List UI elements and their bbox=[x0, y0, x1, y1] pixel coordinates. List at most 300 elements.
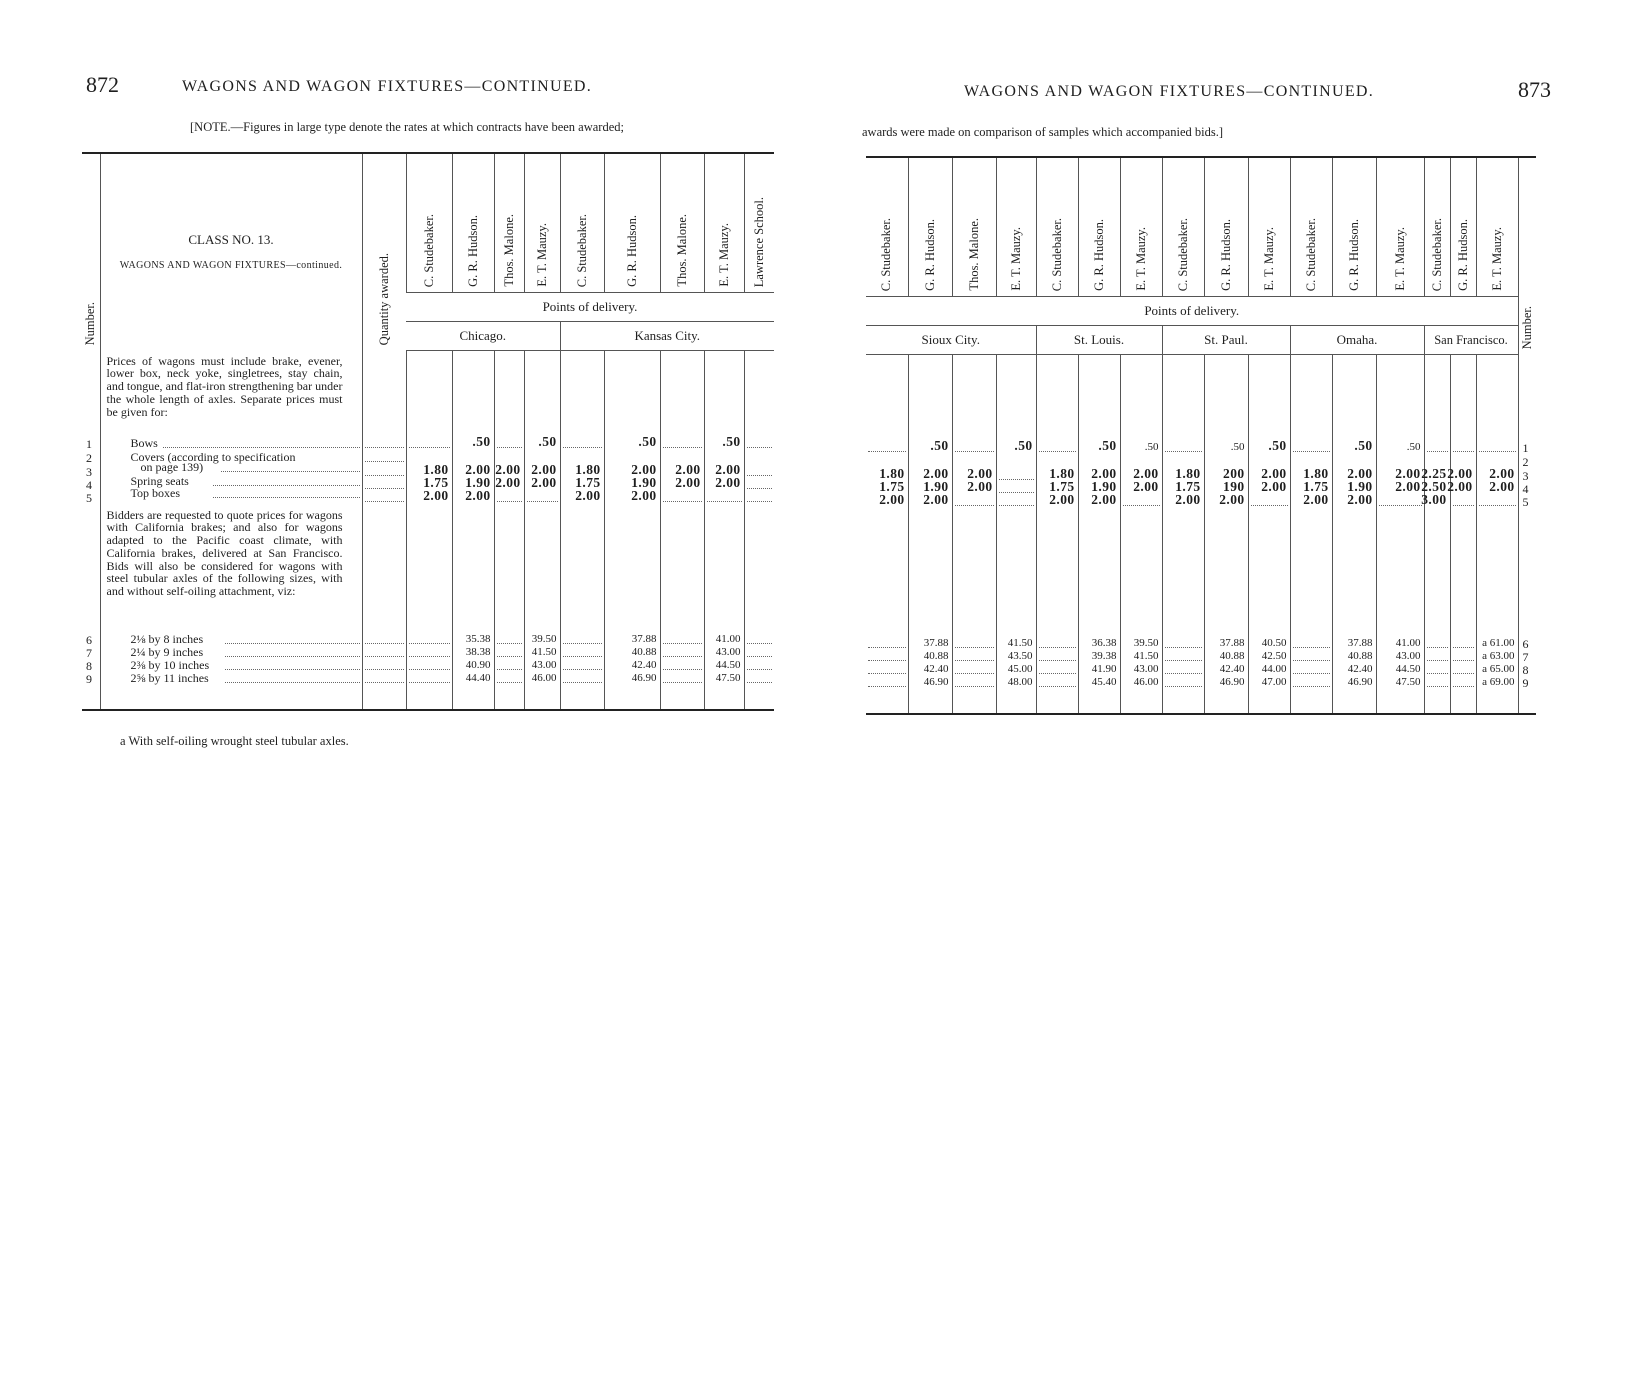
cell-value: 47.50 bbox=[1395, 676, 1421, 688]
cell-value: 36.38 bbox=[1091, 637, 1117, 649]
bidder-header: G. R. Hudson. bbox=[604, 153, 660, 293]
cell-value: 2.00 bbox=[495, 475, 521, 490]
cell-value: 190 bbox=[1223, 479, 1245, 494]
footnote: a With self-oiling wrought steel tubular axles. bbox=[120, 734, 349, 748]
bidder-header: G. R. Hudson. bbox=[1332, 157, 1376, 297]
dot-leader bbox=[868, 673, 906, 674]
bidder-header: G. R. Hudson. bbox=[1204, 157, 1248, 297]
cell-value: 3.00 bbox=[1421, 492, 1447, 507]
cell-value: 41.90 bbox=[1091, 663, 1117, 675]
cell-value: 1.75 bbox=[1049, 479, 1075, 494]
cell-value: 41.50 bbox=[1007, 637, 1033, 649]
cell-value: 46.90 bbox=[631, 672, 657, 684]
table-right bbox=[866, 156, 1536, 715]
value-column bbox=[1037, 355, 1078, 713]
quantity-column bbox=[363, 351, 406, 709]
bidder-header: C. Studebaker. bbox=[406, 153, 452, 293]
dot-leader bbox=[365, 682, 404, 683]
item-label: Bows bbox=[130, 435, 158, 450]
cell-value: .50 bbox=[1230, 441, 1245, 453]
dot-leader bbox=[868, 647, 906, 648]
cell-value: 2.00 bbox=[1347, 492, 1373, 507]
dot-leader bbox=[1453, 660, 1474, 661]
row-number: 2 bbox=[1522, 454, 1529, 469]
dot-leader bbox=[497, 682, 522, 683]
cell-value: 42.50 bbox=[1261, 650, 1287, 662]
cell-value: 2.00 bbox=[631, 488, 657, 503]
cell-value: 2.00 bbox=[1447, 479, 1473, 494]
dot-leader bbox=[955, 647, 994, 648]
value-column bbox=[407, 351, 452, 709]
cell-value: 1.80 bbox=[1175, 466, 1201, 481]
cell-value: a 69.00 bbox=[1482, 676, 1515, 688]
cell-value: 40.88 bbox=[1219, 650, 1245, 662]
item-label: 2¼ by 9 inches bbox=[130, 644, 204, 659]
class-title: CLASS NO. 13. bbox=[188, 231, 274, 247]
dot-leader bbox=[999, 479, 1034, 480]
cell-value: 2.00 bbox=[879, 492, 905, 507]
dot-leader bbox=[663, 447, 702, 448]
dot-leader bbox=[1293, 451, 1330, 452]
city-header: Chicago. bbox=[406, 322, 560, 351]
cell-value: 43.00 bbox=[1133, 663, 1159, 675]
city-header: St. Paul. bbox=[1162, 326, 1290, 355]
dot-leader bbox=[1039, 647, 1076, 648]
cell-value: 2.00 bbox=[1395, 479, 1421, 494]
cell-value: 200 bbox=[1223, 466, 1245, 481]
row-number-column bbox=[82, 351, 100, 709]
value-column bbox=[453, 351, 494, 709]
dot-leader bbox=[1427, 660, 1448, 661]
dot-leader bbox=[663, 656, 702, 657]
cell-value: 1.80 bbox=[1049, 466, 1075, 481]
cell-value: 45.40 bbox=[1091, 676, 1117, 688]
cell-value: 48.00 bbox=[1007, 676, 1033, 688]
cell-value: 1.75 bbox=[423, 475, 449, 490]
row-number: 9 bbox=[1522, 675, 1529, 690]
value-column bbox=[1421, 355, 1450, 713]
dot-leader bbox=[1165, 673, 1202, 674]
value-column bbox=[661, 351, 704, 709]
running-head-right: WAGONS AND WAGON FIXTURES—CONTINUED. bbox=[964, 83, 1375, 100]
item-label: 2⅝ by 11 inches bbox=[130, 670, 209, 685]
cell-value: 2.50 bbox=[1421, 479, 1447, 494]
dot-leader bbox=[365, 475, 404, 476]
cell-value: 40.88 bbox=[923, 650, 949, 662]
cell-value: .50 bbox=[1354, 438, 1373, 453]
city-header: San Francisco. bbox=[1424, 326, 1518, 355]
item-label: 2⅜ by 10 inches bbox=[130, 657, 210, 672]
cell-value: .50 bbox=[538, 434, 557, 449]
cell-value: 2.00 bbox=[715, 462, 741, 477]
cell-value: 37.88 bbox=[1347, 637, 1373, 649]
dot-leader bbox=[497, 643, 522, 644]
cell-value: 2.00 bbox=[631, 462, 657, 477]
dot-leader bbox=[955, 686, 994, 687]
dot-leader bbox=[747, 669, 773, 670]
row-number: 5 bbox=[1522, 494, 1529, 509]
bidder-header: E. T. Mauzy. bbox=[524, 153, 560, 293]
dot-leader bbox=[663, 669, 702, 670]
dot-leader bbox=[225, 656, 360, 657]
row-number: 9 bbox=[86, 671, 92, 686]
value-column bbox=[953, 355, 996, 713]
city-header: St. Louis. bbox=[1036, 326, 1162, 355]
cell-value: 42.40 bbox=[923, 663, 949, 675]
dot-leader bbox=[497, 447, 522, 448]
value-column bbox=[1121, 355, 1162, 713]
dot-leader bbox=[1039, 451, 1076, 452]
dot-leader bbox=[1479, 451, 1516, 452]
points-of-delivery-left: Points of delivery. bbox=[406, 293, 774, 322]
cell-value: 46.00 bbox=[1133, 676, 1159, 688]
cell-value: 44.50 bbox=[1395, 663, 1421, 675]
row-number: 6 bbox=[86, 632, 92, 647]
cell-value: 1.90 bbox=[1347, 479, 1373, 494]
cell-value: .50 bbox=[722, 434, 741, 449]
row-number: 1 bbox=[1522, 440, 1529, 455]
row-number: 8 bbox=[86, 658, 92, 673]
cell-value: 47.00 bbox=[1261, 676, 1287, 688]
cell-value: 39.50 bbox=[531, 633, 557, 645]
dot-leader bbox=[563, 447, 602, 448]
dot-leader bbox=[1479, 505, 1516, 506]
city-header: Kansas City. bbox=[560, 322, 774, 351]
bidder-header: C. Studebaker. bbox=[1290, 157, 1332, 297]
cell-value: 37.88 bbox=[1219, 637, 1245, 649]
dot-leader bbox=[1165, 660, 1202, 661]
cell-value: 1.90 bbox=[1091, 479, 1117, 494]
dot-leader bbox=[221, 471, 360, 472]
dot-leader bbox=[747, 643, 773, 644]
cell-value: a 63.00 bbox=[1482, 650, 1515, 662]
cell-value: 39.50 bbox=[1133, 637, 1159, 649]
item-label: 2⅛ by 8 inches bbox=[130, 631, 204, 646]
cell-value: 2.00 bbox=[495, 462, 521, 477]
cell-value: 46.90 bbox=[1219, 676, 1245, 688]
dot-leader bbox=[955, 505, 994, 506]
class-header bbox=[100, 153, 362, 351]
cell-value: 2.00 bbox=[967, 479, 993, 494]
value-column bbox=[705, 351, 744, 709]
dot-leader bbox=[663, 643, 702, 644]
cell-value: .50 bbox=[930, 438, 949, 453]
cell-value: 41.50 bbox=[531, 646, 557, 658]
cell-value: 2.00 bbox=[531, 475, 557, 490]
dot-leader bbox=[868, 660, 906, 661]
dot-leader bbox=[1427, 673, 1448, 674]
row-number-column-right bbox=[1519, 355, 1537, 713]
cell-value: 35.38 bbox=[465, 633, 491, 645]
cell-value: 2.00 bbox=[1219, 492, 1245, 507]
cell-value: 47.50 bbox=[715, 672, 741, 684]
dot-leader bbox=[225, 682, 360, 683]
bidder-header: C. Studebaker. bbox=[560, 153, 604, 293]
cell-value: 44.40 bbox=[465, 672, 491, 684]
bidder-header: Thos. Malone. bbox=[660, 153, 704, 293]
cell-value: 39.38 bbox=[1091, 650, 1117, 662]
cell-value: .50 bbox=[472, 434, 491, 449]
cell-value: 2.00 bbox=[1347, 466, 1373, 481]
cell-value: 2.00 bbox=[1049, 492, 1075, 507]
cell-value: 1.80 bbox=[879, 466, 905, 481]
dot-leader bbox=[663, 682, 702, 683]
value-column bbox=[525, 351, 560, 709]
points-of-delivery-right: Points of delivery. bbox=[866, 297, 1518, 326]
row-number: 7 bbox=[1522, 649, 1529, 664]
dot-leader bbox=[1293, 660, 1330, 661]
cell-value: .50 bbox=[638, 434, 657, 449]
value-column bbox=[997, 355, 1036, 713]
bidder-header: G. R. Hudson. bbox=[908, 157, 952, 297]
city-header: Sioux City. bbox=[866, 326, 1036, 355]
cell-value: .50 bbox=[1268, 438, 1287, 453]
bidder-header: G. R. Hudson. bbox=[1078, 157, 1120, 297]
dot-leader bbox=[868, 686, 906, 687]
dot-leader bbox=[365, 488, 404, 489]
cell-value: .50 bbox=[1098, 438, 1117, 453]
dot-leader bbox=[1379, 505, 1422, 506]
dot-leader bbox=[1039, 673, 1076, 674]
dot-leader bbox=[1453, 451, 1474, 452]
dot-leader bbox=[409, 447, 450, 448]
dot-leader bbox=[225, 643, 360, 644]
running-head-left: WAGONS AND WAGON FIXTURES—CONTINUED. bbox=[182, 78, 593, 95]
dot-leader bbox=[999, 492, 1034, 493]
cell-value: 43.50 bbox=[1007, 650, 1033, 662]
cell-value: 2.00 bbox=[923, 466, 949, 481]
city-header: Omaha. bbox=[1290, 326, 1424, 355]
dot-leader bbox=[747, 656, 773, 657]
value-column bbox=[1477, 355, 1518, 713]
cell-value: 42.40 bbox=[631, 659, 657, 671]
value-column bbox=[561, 351, 604, 709]
cell-value: 42.40 bbox=[1219, 663, 1245, 675]
cell-value: 46.00 bbox=[531, 672, 557, 684]
dot-leader bbox=[999, 505, 1034, 506]
cell-value: 2.00 bbox=[1447, 466, 1473, 481]
class-subtitle: WAGONS AND WAGON FIXTURES—continued. bbox=[119, 259, 343, 271]
dot-leader bbox=[747, 682, 773, 683]
dot-leader bbox=[747, 488, 773, 489]
cell-value: .50 bbox=[1014, 438, 1033, 453]
value-column bbox=[605, 351, 660, 709]
cell-value: 1.90 bbox=[465, 475, 491, 490]
table-left bbox=[82, 152, 774, 711]
dot-leader bbox=[409, 656, 450, 657]
dot-leader bbox=[497, 501, 522, 502]
dot-leader bbox=[365, 461, 404, 462]
cell-value: 2.00 bbox=[967, 466, 993, 481]
cell-value: 1.75 bbox=[575, 475, 601, 490]
cell-value: 37.88 bbox=[631, 633, 657, 645]
cell-value: 1.80 bbox=[423, 462, 449, 477]
cell-value: 2.00 bbox=[1133, 466, 1159, 481]
dot-leader bbox=[563, 656, 602, 657]
cell-value: 44.50 bbox=[715, 659, 741, 671]
dot-leader bbox=[563, 682, 602, 683]
dot-leader bbox=[409, 682, 450, 683]
cell-value: 40.50 bbox=[1261, 637, 1287, 649]
bidder-header: G. R. Hudson. bbox=[452, 153, 494, 293]
bidder-header: E. T. Mauzy. bbox=[1120, 157, 1162, 297]
dot-leader bbox=[1293, 673, 1330, 674]
dot-leader bbox=[663, 501, 702, 502]
value-column bbox=[866, 355, 908, 713]
dot-leader bbox=[955, 673, 994, 674]
dot-leader bbox=[563, 669, 602, 670]
note-left: [NOTE.—Figures in large type denote the rates at which contracts have been awarded; bbox=[190, 120, 624, 134]
dot-leader bbox=[213, 485, 360, 486]
cell-value: 1.80 bbox=[575, 462, 601, 477]
dot-leader bbox=[213, 497, 360, 498]
dot-leader bbox=[365, 656, 404, 657]
bidder-header: G. R. Hudson. bbox=[1450, 157, 1476, 297]
bidder-header: E. T. Mauzy. bbox=[1248, 157, 1290, 297]
dot-leader bbox=[527, 501, 558, 502]
dot-leader bbox=[497, 656, 522, 657]
row-number: 2 bbox=[86, 450, 92, 465]
row-number: 5 bbox=[86, 490, 92, 505]
dot-leader bbox=[409, 643, 450, 644]
value-column bbox=[1291, 355, 1332, 713]
value-column bbox=[1205, 355, 1248, 713]
dot-leader bbox=[747, 501, 773, 502]
dot-leader bbox=[868, 451, 906, 452]
cell-value: 41.00 bbox=[715, 633, 741, 645]
bidder-header: C. Studebaker. bbox=[1424, 157, 1450, 297]
dot-leader bbox=[707, 501, 742, 502]
page-number-right: 873 bbox=[1518, 77, 1551, 102]
cell-value: 1.90 bbox=[923, 479, 949, 494]
dot-leader bbox=[225, 669, 360, 670]
dot-leader bbox=[365, 669, 404, 670]
dot-leader bbox=[365, 447, 404, 448]
cell-value: 2.00 bbox=[465, 488, 491, 503]
dot-leader bbox=[1039, 660, 1076, 661]
value-column bbox=[1079, 355, 1120, 713]
cell-value: 2.00 bbox=[1303, 492, 1329, 507]
cell-value: a 61.00 bbox=[1482, 637, 1515, 649]
cell-value: 2.00 bbox=[715, 475, 741, 490]
bidder-header: C. Studebaker. bbox=[1036, 157, 1078, 297]
cell-value: 2.00 bbox=[1489, 466, 1515, 481]
cell-value: .50 bbox=[1406, 441, 1421, 453]
dot-leader bbox=[163, 447, 360, 448]
dot-leader bbox=[955, 451, 994, 452]
number-header-right: Number. bbox=[1518, 157, 1536, 355]
cell-value: 1.90 bbox=[631, 475, 657, 490]
cell-value: 2.00 bbox=[675, 475, 701, 490]
cell-value: 41.50 bbox=[1133, 650, 1159, 662]
dot-leader bbox=[365, 643, 404, 644]
cell-value: 2.00 bbox=[575, 488, 601, 503]
cell-value: 1.75 bbox=[1175, 479, 1201, 494]
cell-value: 40.90 bbox=[465, 659, 491, 671]
cell-value: 2.00 bbox=[531, 462, 557, 477]
cell-value: 1.75 bbox=[1303, 479, 1329, 494]
bidder-header: Lawrence School. bbox=[744, 153, 774, 293]
dot-leader bbox=[747, 475, 773, 476]
cell-value: 41.00 bbox=[1395, 637, 1421, 649]
value-column bbox=[1163, 355, 1204, 713]
row-number: 6 bbox=[1522, 636, 1529, 651]
dot-leader bbox=[1293, 647, 1330, 648]
cell-value: 43.00 bbox=[715, 646, 741, 658]
cell-value: 2.00 bbox=[1261, 479, 1287, 494]
bidder-header: E. T. Mauzy. bbox=[1476, 157, 1518, 297]
bidder-header: E. T. Mauzy. bbox=[1376, 157, 1424, 297]
dot-leader bbox=[1165, 647, 1202, 648]
value-column bbox=[1249, 355, 1290, 713]
cell-value: 46.90 bbox=[1347, 676, 1373, 688]
bidders-text: Bidders are requested to quote prices for wagons with California brakes; and also for wagons adapted to the Pacific coast climate, with California brakes, delivered at San Francisco. Bids will also be considered for wagons with steel tubular axles of the following sizes, with and without self-oiling attachment, viz: bbox=[106, 507, 343, 599]
cell-value: 2.00 bbox=[1133, 479, 1159, 494]
description-column bbox=[101, 351, 362, 709]
row-number: 3 bbox=[1522, 468, 1529, 483]
value-column bbox=[909, 355, 952, 713]
bidder-header: E. T. Mauzy. bbox=[996, 157, 1036, 297]
cell-value: 40.88 bbox=[1347, 650, 1373, 662]
cell-value: 2.00 bbox=[1175, 492, 1201, 507]
bidder-header: Thos. Malone. bbox=[952, 157, 996, 297]
row-number: 1 bbox=[86, 436, 92, 451]
dot-leader bbox=[1165, 451, 1202, 452]
cell-value: 42.40 bbox=[1347, 663, 1373, 675]
row-number: 3 bbox=[86, 464, 92, 479]
bidder-header: C. Studebaker. bbox=[866, 157, 908, 297]
value-column bbox=[1333, 355, 1376, 713]
dot-leader bbox=[1123, 505, 1160, 506]
dot-leader bbox=[1427, 647, 1448, 648]
bidder-header: Thos. Malone. bbox=[494, 153, 524, 293]
intro-text: Prices of wagons must include brake, evener, lower box, neck yoke, singletrees, stay chain, and tongue, and flat-iron strengthening bar under the whole length of axles. Separate prices must be given for: bbox=[106, 353, 343, 419]
dot-leader bbox=[1165, 686, 1202, 687]
value-column bbox=[1447, 355, 1476, 713]
cell-value: 2.00 bbox=[423, 488, 449, 503]
cell-value: 46.90 bbox=[923, 676, 949, 688]
cell-value: 2.00 bbox=[1261, 466, 1287, 481]
cell-value: 43.00 bbox=[1395, 650, 1421, 662]
cell-value: 40.88 bbox=[631, 646, 657, 658]
dot-leader bbox=[1453, 673, 1474, 674]
value-column bbox=[745, 351, 775, 709]
bidder-header: C. Studebaker. bbox=[1162, 157, 1204, 297]
dot-leader bbox=[409, 669, 450, 670]
cell-value: 37.88 bbox=[923, 637, 949, 649]
cell-value: 1.80 bbox=[1303, 466, 1329, 481]
cell-value: a 65.00 bbox=[1482, 663, 1515, 675]
cell-value: 2.00 bbox=[1091, 492, 1117, 507]
cell-value: 45.00 bbox=[1007, 663, 1033, 675]
dot-leader bbox=[1453, 686, 1474, 687]
item-label: Spring seats bbox=[130, 473, 189, 488]
dot-leader bbox=[1453, 505, 1474, 506]
cell-value: 2.00 bbox=[1091, 466, 1117, 481]
page-number-left: 872 bbox=[86, 72, 119, 97]
number-header: Number. bbox=[82, 153, 100, 351]
cell-value: 2.00 bbox=[1489, 479, 1515, 494]
dot-leader bbox=[1251, 505, 1288, 506]
value-column bbox=[1377, 355, 1424, 713]
cell-value: .50 bbox=[1144, 441, 1159, 453]
note-right: awards were made on comparison of samples which accompanied bids.] bbox=[862, 125, 1223, 139]
cell-value: 2.00 bbox=[1395, 466, 1421, 481]
cell-value: 2.00 bbox=[465, 462, 491, 477]
row-number: 4 bbox=[1522, 481, 1529, 496]
row-number: 8 bbox=[1522, 662, 1529, 677]
cell-value: 2.25 bbox=[1421, 466, 1447, 481]
